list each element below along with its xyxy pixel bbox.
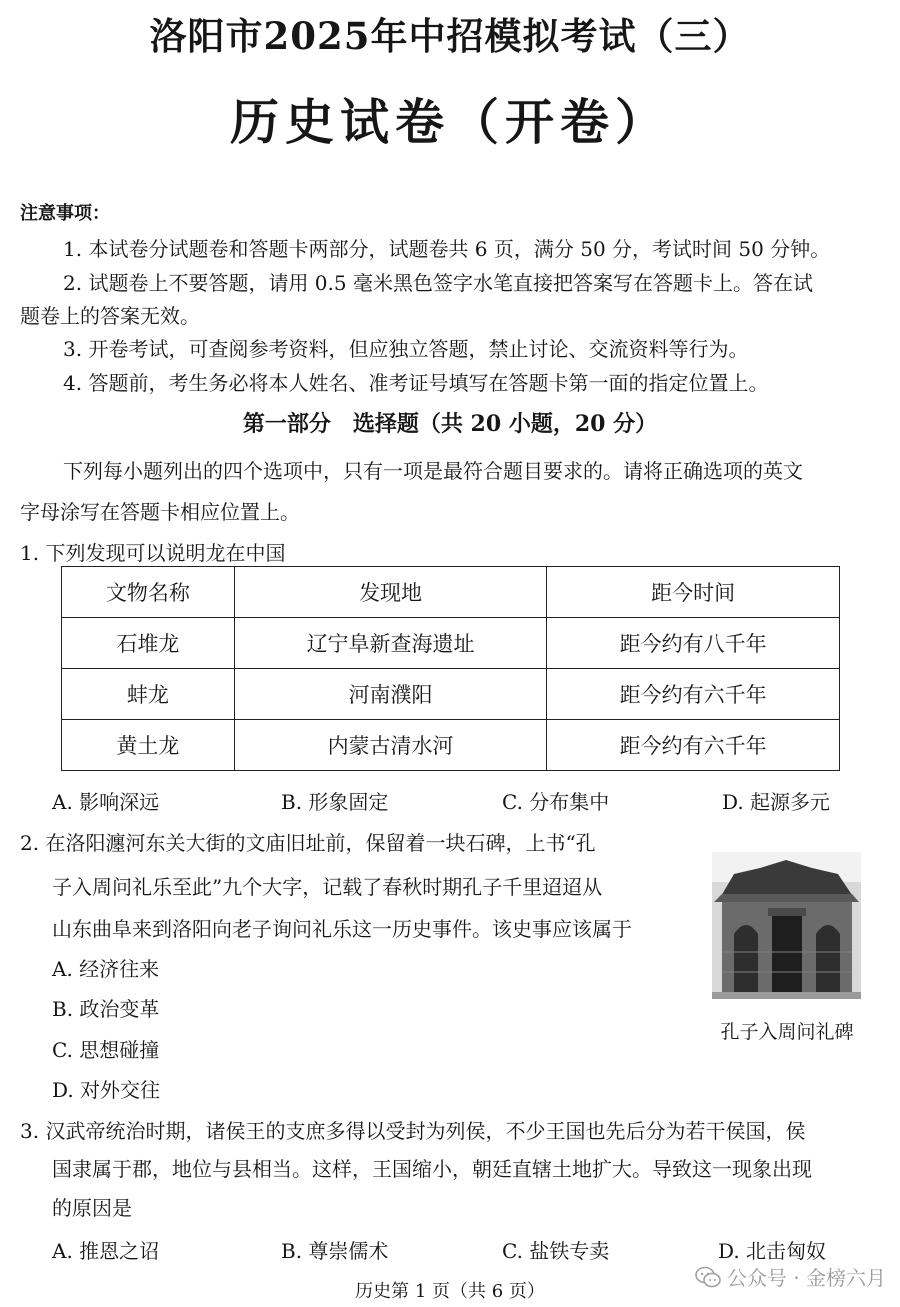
q2-stem-line-2: 子入周问礼乐至此”九个大字，记载了春秋时期孔子千里迢迢从: [52, 875, 603, 899]
table-row: [62, 618, 840, 669]
notice-line-1: 1. 本试卷分试题卷和答题卡两部分，试题卷共 6 页，满分 50 分，考试时间 50 分钟。: [63, 237, 831, 261]
exam-title: 洛阳市2025年中招模拟考试（三）: [149, 14, 751, 58]
stele-photo-caption: 孔子入周问礼碑: [720, 1021, 854, 1043]
q1-table: [61, 566, 840, 771]
wechat-icon: [695, 1266, 721, 1288]
table-cell: 蚌龙: [62, 669, 235, 720]
q2-stem-line-3: 山东曲阜来到洛阳向老子询问礼乐这一历史事件。该史事应该属于: [52, 917, 632, 941]
part1-instruction-2: 字母涂写在答题卡相应位置上。: [20, 500, 300, 524]
q1-option-d: D. 起源多元: [722, 790, 831, 814]
q3-stem-line-3: 的原因是: [52, 1196, 132, 1220]
table-header-cell: 距今时间: [547, 567, 840, 618]
paper-subtitle: 历史试卷（开卷）: [229, 93, 670, 151]
table-header-cell: 发现地: [234, 567, 547, 618]
q3-option-a: A. 推恩之诏: [52, 1239, 160, 1263]
q1-option-a: A. 影响深远: [52, 790, 160, 814]
notice-line-4: 4. 答题前，考生务必将本人姓名、准考证号填写在答题卡第一面的指定位置上。: [63, 371, 769, 395]
watermark: [695, 1262, 886, 1291]
q1-stem: 1. 下列发现可以说明龙在中国: [20, 541, 286, 565]
part1-title: 第一部分 选择题（共 20 小题，20 分）: [242, 411, 658, 437]
q3-stem-line-1: 3. 汉武帝统治时期，诸侯王的支庶多得以受封为列侯，不少王国也先后分为若干侯国，侯: [20, 1119, 806, 1143]
table-cell: 河南濮阳: [234, 669, 547, 720]
q3-stem-line-2: 国隶属于郡，地位与县相当。这样，王国缩小，朝廷直辖土地扩大。导致这一现象出现: [52, 1157, 812, 1181]
table-header-row: [62, 567, 840, 618]
table-cell: 内蒙古清水河: [234, 720, 547, 771]
table-cell: 辽宁阜新查海遗址: [234, 618, 547, 669]
notice-title: 注意事项：: [20, 203, 110, 224]
table-cell: 距今约有六千年: [547, 669, 840, 720]
q2-option-d: D. 对外交往: [52, 1078, 161, 1102]
q2-option-c: C. 思想碰撞: [52, 1038, 160, 1062]
part1-instruction-1: 下列每小题列出的四个选项中，只有一项是最符合题目要求的。请将正确选项的英文: [63, 459, 803, 483]
table-header-cell: 文物名称: [62, 567, 235, 618]
q3-option-b: B. 尊崇儒术: [281, 1239, 389, 1263]
table-cell: 距今约有六千年: [547, 720, 840, 771]
page-footer: 历史第 1 页（共 6 页）: [355, 1281, 545, 1302]
q1-option-c: C. 分布集中: [502, 790, 610, 814]
notice-line-3: 3. 开卷考试，可查阅参考资料，但应独立答题，禁止讨论、交流资料等行为。: [63, 337, 749, 361]
q1-option-b: B. 形象固定: [281, 790, 389, 814]
table-row: [62, 720, 840, 771]
notice-line-2: 2. 试题卷上不要答题，请用 0.5 毫米黑色签字水笔直接把答案写在答题卡上。答在试: [63, 271, 813, 295]
q2-stem-line-1: 2. 在洛阳瀍河东关大街的文庙旧址前，保留着一块石碑，上书“孔: [20, 831, 596, 855]
table-cell: 石堆龙: [62, 618, 235, 669]
q3-option-c: C. 盐铁专卖: [502, 1239, 610, 1263]
q3-option-d: D. 北击匈奴: [718, 1239, 827, 1263]
table-cell: 黄土龙: [62, 720, 235, 771]
q2-option-a: A. 经济往来: [52, 957, 160, 981]
table-row: [62, 669, 840, 720]
watermark-text: 公众号 · 金榜六月: [726, 1266, 886, 1290]
notice-line-2-cont: 题卷上的答案无效。: [20, 304, 200, 328]
table-cell: 距今约有八千年: [547, 618, 840, 669]
stele-photo: [712, 852, 861, 999]
q2-option-b: B. 政治变革: [52, 997, 160, 1021]
